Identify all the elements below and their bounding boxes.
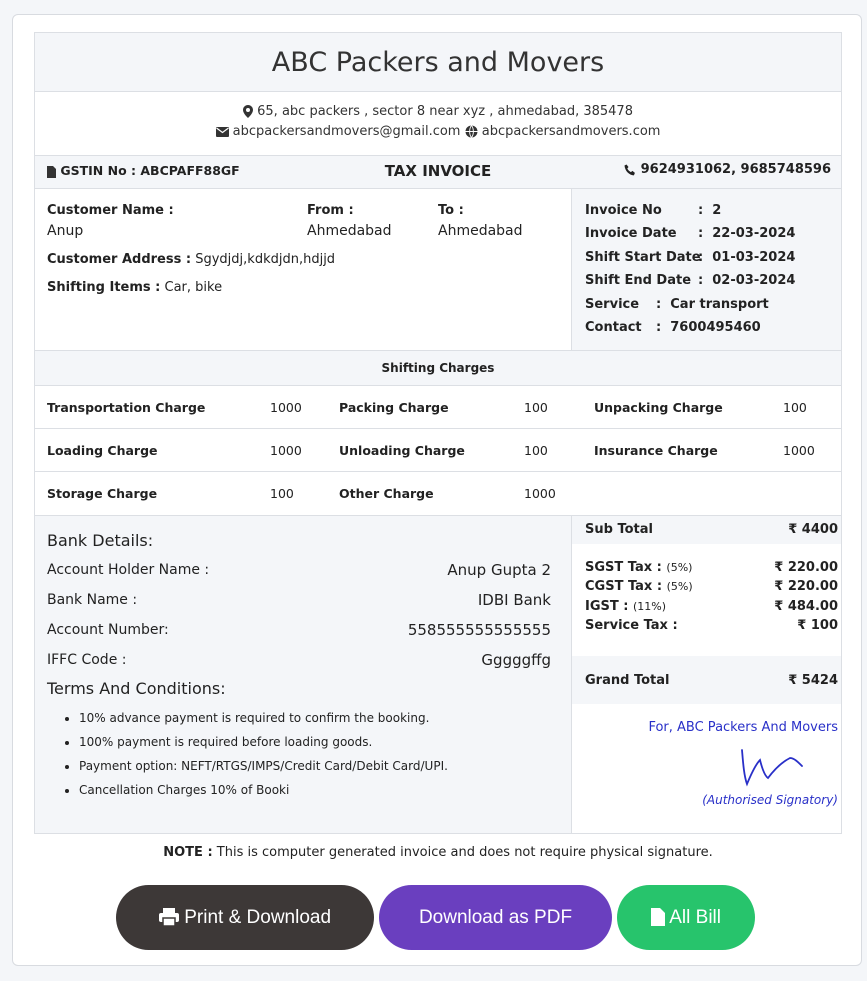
loading-charge-label: Loading Charge <box>47 443 158 458</box>
list-item: • 100% payment is required before loading goods. <box>79 735 448 749</box>
account-number-value: 558555555555555 <box>407 621 551 639</box>
company-title: ABC Packers and Movers <box>35 33 841 92</box>
globe-icon <box>465 125 478 138</box>
note-text: This is computer generated invoice and does not require physical signature. <box>216 845 713 860</box>
bank-name-label: Bank Name : <box>47 592 138 608</box>
company-email: abcpackersandmovers@gmail.com <box>232 124 461 139</box>
list-item: • 10% advance payment is required to confirm the booking. <box>79 711 448 725</box>
holder-value: Anup Gupta 2 <box>447 561 551 579</box>
invoice-date-value: : 22-03-2024 <box>698 226 796 241</box>
shift-start-value: : 01-03-2024 <box>698 250 796 265</box>
unloading-charge-value: 100 <box>524 443 548 458</box>
gstin-value: ABCPAFF88GF <box>140 163 240 178</box>
shifting-items-label: Shifting Items : <box>47 280 161 295</box>
to-label: To : <box>438 203 464 218</box>
list-item: • Payment option: NEFT/RTGS/IMPS/Credit Card/Debit Card/UPI. <box>79 759 448 773</box>
to-value: Ahmedabad <box>438 223 523 239</box>
customer-name-label: Customer Name : <box>47 203 174 218</box>
list-item: • Cancellation Charges 10% of Booki <box>79 783 448 797</box>
ifsc-value: Gggggffg <box>481 651 551 669</box>
packing-charge-value: 100 <box>524 400 548 415</box>
cgst-label: CGST Tax : (5%) <box>585 579 693 594</box>
shifting-charges-heading: Shifting Charges <box>35 351 841 386</box>
charges-row <box>35 472 841 516</box>
terms-heading: Terms And Conditions: <box>47 679 226 698</box>
service-tax-value: ₹ 100 <box>797 618 838 633</box>
customer-address-label: Customer Address : <box>47 252 192 267</box>
storage-charge-value: 100 <box>270 486 294 501</box>
shifting-items <box>47 280 222 295</box>
envelope-icon <box>216 127 229 137</box>
service-label: Service <box>585 297 640 312</box>
all-bill-button[interactable] <box>617 885 755 950</box>
charges-row <box>35 429 841 472</box>
from-value: Ahmedabad <box>307 223 392 239</box>
customer-section <box>35 189 572 351</box>
unloading-charge-label: Unloading Charge <box>339 443 465 458</box>
phones-value: 9624931062, 9685748596 <box>640 162 831 177</box>
bank-heading: Bank Details: <box>47 531 154 550</box>
shift-end-label: Shift End Date <box>585 273 692 288</box>
invoice-no-value: : 2 <box>698 203 722 218</box>
bank-section <box>35 516 572 833</box>
sgst-value: ₹ 220.00 <box>774 560 838 575</box>
igst-label: IGST : (11%) <box>585 599 667 614</box>
contact-label: Contact <box>585 320 642 335</box>
transportation-charge-value: 1000 <box>270 400 302 415</box>
authorised-signatory: (Authorised Signatory) <box>702 793 838 807</box>
service-tax-label: Service Tax : <box>585 618 678 633</box>
other-charge-label: Other Charge <box>339 486 434 501</box>
customer-address-value: Sgydjdj,kdkdjdn,hdjjd <box>195 252 336 267</box>
other-charge-value: 1000 <box>524 486 556 501</box>
signature-for: For, ABC Packers And Movers <box>648 720 838 735</box>
insurance-charge-label: Insurance Charge <box>594 443 718 458</box>
insurance-charge-value: 1000 <box>783 443 815 458</box>
company-contact <box>35 92 841 156</box>
loading-charge-value: 1000 <box>270 443 302 458</box>
ifsc-label: IFFC Code : <box>47 652 127 668</box>
print-download-label: Print & Download <box>184 906 332 928</box>
company-address: 65, abc packers , sector 8 near xyz , ahmedabad, 385478 <box>257 104 633 119</box>
subtotal-label: Sub Total <box>585 522 653 537</box>
grand-total-value: ₹ 5424 <box>788 673 838 688</box>
subtotal-value: ₹ 4400 <box>788 522 838 537</box>
invoice-no-label: Invoice No <box>585 203 662 218</box>
contact-value: : 7600495460 <box>656 320 761 335</box>
note <box>13 845 863 860</box>
map-marker-icon <box>243 105 253 118</box>
print-download-button[interactable] <box>116 885 374 950</box>
account-number-label: Account Number: <box>47 622 169 638</box>
invoice-card <box>12 14 862 966</box>
shifting-items-value: Car, bike <box>164 280 223 295</box>
bank-name-value: IDBI Bank <box>477 591 551 609</box>
shift-start-label: Shift Start Date <box>585 250 701 265</box>
note-label: NOTE : <box>163 845 213 860</box>
grand-total-label: Grand Total <box>585 673 670 688</box>
unpacking-charge-label: Unpacking Charge <box>594 400 723 415</box>
company-phones <box>624 162 831 177</box>
download-pdf-label: Download as PDF <box>418 906 573 928</box>
sgst-label: SGST Tax : (5%) <box>585 560 693 575</box>
unpacking-charge-value: 100 <box>783 400 807 415</box>
file-icon <box>651 908 665 926</box>
terms-list <box>79 711 448 807</box>
service-value: : Car transport <box>656 297 769 312</box>
holder-label: Account Holder Name : <box>47 562 210 578</box>
gstin-label: GSTIN No : <box>60 163 137 178</box>
cgst-value: ₹ 220.00 <box>774 579 838 594</box>
customer-name: Anup <box>47 223 84 239</box>
invoice-date-label: Invoice Date <box>585 226 677 241</box>
shift-end-value: : 02-03-2024 <box>698 273 796 288</box>
charges-row <box>35 386 841 429</box>
from-label: From : <box>307 203 354 218</box>
printer-icon <box>159 908 179 926</box>
invoice-details <box>572 189 841 351</box>
company-website: abcpackersandmovers.com <box>481 124 661 139</box>
download-pdf-button[interactable] <box>379 885 612 950</box>
phone-icon <box>624 164 636 176</box>
doc-title: TAX INVOICE <box>384 162 492 180</box>
igst-value: ₹ 484.00 <box>774 599 838 614</box>
transportation-charge-label: Transportation Charge <box>47 400 206 415</box>
signature-icon <box>738 748 804 788</box>
storage-charge-label: Storage Charge <box>47 486 158 501</box>
invoice <box>34 32 842 834</box>
gst-row <box>35 156 841 189</box>
customer-address <box>47 252 335 267</box>
packing-charge-label: Packing Charge <box>339 400 449 415</box>
all-bill-label: All Bill <box>669 906 721 928</box>
totals-section <box>572 516 841 833</box>
